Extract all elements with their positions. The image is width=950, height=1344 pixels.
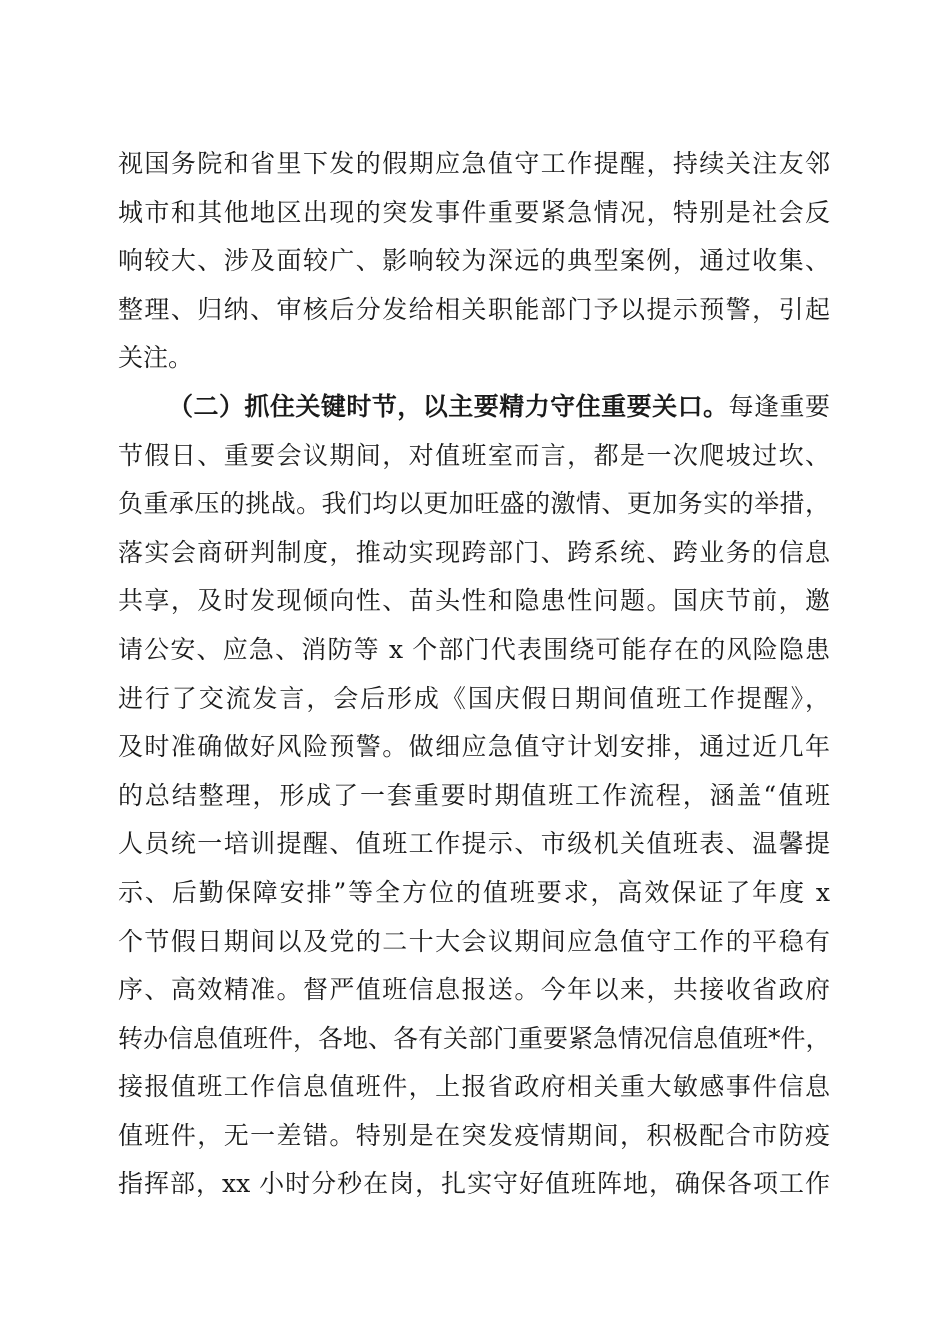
- text-line: 序、高效精准。督严值班信息报送。今年以来，共接收省政府: [118, 975, 830, 1005]
- text-line: 进行了交流发言，会后形成《国庆假日期间值班工作提醒》，: [118, 683, 830, 713]
- text-line: 人员统一培训提醒、值班工作提示、市级机关值班表、温馨提: [118, 829, 830, 859]
- section-heading: （二）抓住关键时节，以主要精力守住重要关口。: [168, 391, 729, 421]
- text-line: 负重承压的挑战。我们均以更加旺盛的激情、更加务实的举措，: [118, 489, 830, 519]
- text-line: 关注。: [118, 343, 194, 373]
- text-line: 视国务院和省里下发的假期应急值守工作提醒，持续关注友邻: [118, 149, 830, 178]
- text-line: 示、后勤保障安排”等全方位的值班要求，高效保证了年度 x: [118, 877, 830, 907]
- text-line: 转办信息值班件，各地、各有关部门重要紧急情况信息值班*件，: [118, 1023, 831, 1053]
- text-line: 个节假日期间以及党的二十大会议期间应急值守工作的平稳有: [118, 926, 830, 956]
- text-line: 请公安、应急、消防等 x 个部门代表围绕可能存在的风险隐患: [118, 634, 830, 664]
- text-line: 整理、归纳、审核后分发给相关职能部门予以提示预警，引起: [118, 294, 830, 324]
- text-line: 指挥部，xx 小时分秒在岗，扎实守好值班阵地，确保各项工作: [118, 1169, 830, 1199]
- text-line: 城市和其他地区出现的突发事件重要紧急情况，特别是社会反: [118, 197, 830, 227]
- document-body: [118, 140, 830, 1209]
- text-line: 及时准确做好风险预警。做细应急值守计划安排，通过近几年: [118, 732, 830, 762]
- text-line: 响较大、涉及面较广、影响较为深远的典型案例，通过收集、: [118, 246, 830, 276]
- text-line: 落实会商研判制度，推动实现跨部门、跨系统、跨业务的信息: [118, 537, 830, 567]
- text-line: 接报值班工作信息值班件，上报省政府相关重大敏感事件信息: [118, 1072, 830, 1102]
- text-line: 共享，及时发现倾向性、苗头性和隐患性问题。国庆节前，邀: [118, 586, 830, 616]
- text-line: 值班件，无一差错。特别是在突发疫情期间，积极配合市防疫: [118, 1120, 830, 1150]
- section-heading-line: [118, 383, 830, 432]
- text-line: 的总结整理，形成了一套重要时期值班工作流程，涵盖“值班: [118, 780, 830, 810]
- text-line: 节假日、重要会议期间，对值班室而言，都是一次爬坡过坎、: [118, 440, 830, 470]
- text-fragment: 每逢重要: [728, 391, 830, 421]
